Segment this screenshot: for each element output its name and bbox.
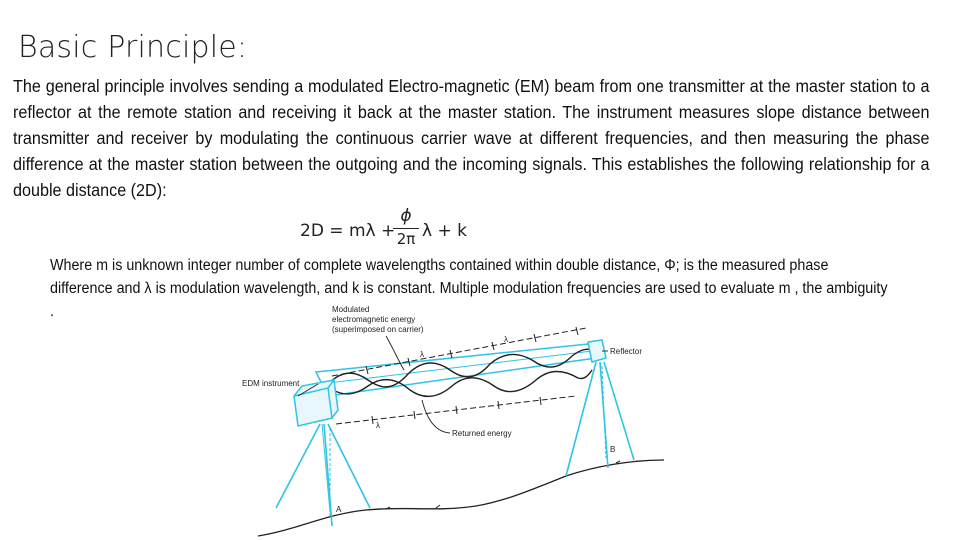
- edm-instrument-box: [294, 380, 338, 426]
- slide-title: Basic Principle:: [18, 30, 248, 65]
- formula-denominator: 2π: [396, 230, 416, 248]
- formula-numerator: ϕ: [400, 206, 412, 226]
- modulated-label-line1: Modulated: [332, 305, 370, 314]
- plumb-line-b: [602, 366, 606, 458]
- station-a-label: A: [336, 505, 342, 514]
- ground-line: [258, 460, 664, 536]
- ground-tick: [386, 461, 620, 509]
- returned-wave: [326, 370, 592, 396]
- upper-dimension-line: [332, 328, 586, 376]
- explanation-paragraph: Where m is unknown integer number of complete wavelengths contained within double distance, Φ; is the measured phase difference and λ is modulation wavelength, and k is constant. Multiple modulation frequencies are used to evaluate m , the ambiguity .: [50, 257, 888, 320]
- edm-diagram: [236, 300, 666, 540]
- returned-energy-label: Returned energy: [452, 429, 512, 438]
- principle-paragraph: The general principle involves sending a modulated Electro-magnetic (EM) beam from one transmitter at the master station to a reflector at the remote station and receiving it back at the master station. The instrument measures slope distance between transmitter and receiver by modulating the continuous carrier wave at different frequencies, and then measuring the phase difference at the master station between the outgoing and the incoming signals. This establishes the following relationship for a double distance (2D):: [13, 76, 930, 200]
- reflector-tripod: [566, 362, 634, 476]
- distance-formula: [300, 207, 470, 257]
- lambda-mark: λ: [420, 350, 424, 359]
- returned-leader: [422, 400, 450, 433]
- formula-fraction: [393, 207, 419, 248]
- station-b-label: B: [610, 445, 616, 454]
- edm-instrument-label: EDM instrument: [242, 379, 300, 388]
- modulated-label-line3: (superimposed on carrier): [332, 325, 424, 334]
- lambda-mark: λ: [504, 335, 508, 344]
- formula-rhs: λ + k: [422, 221, 467, 241]
- modulated-label-line2: electromagnetic energy: [332, 315, 416, 324]
- fraction-bar: [393, 228, 419, 229]
- lambda-mark: λ: [376, 421, 380, 430]
- formula-lhs: 2D = mλ +: [300, 221, 396, 241]
- beam-tube: [316, 344, 596, 396]
- reflector-label: Reflector: [610, 347, 643, 356]
- lower-ticks: [372, 397, 541, 424]
